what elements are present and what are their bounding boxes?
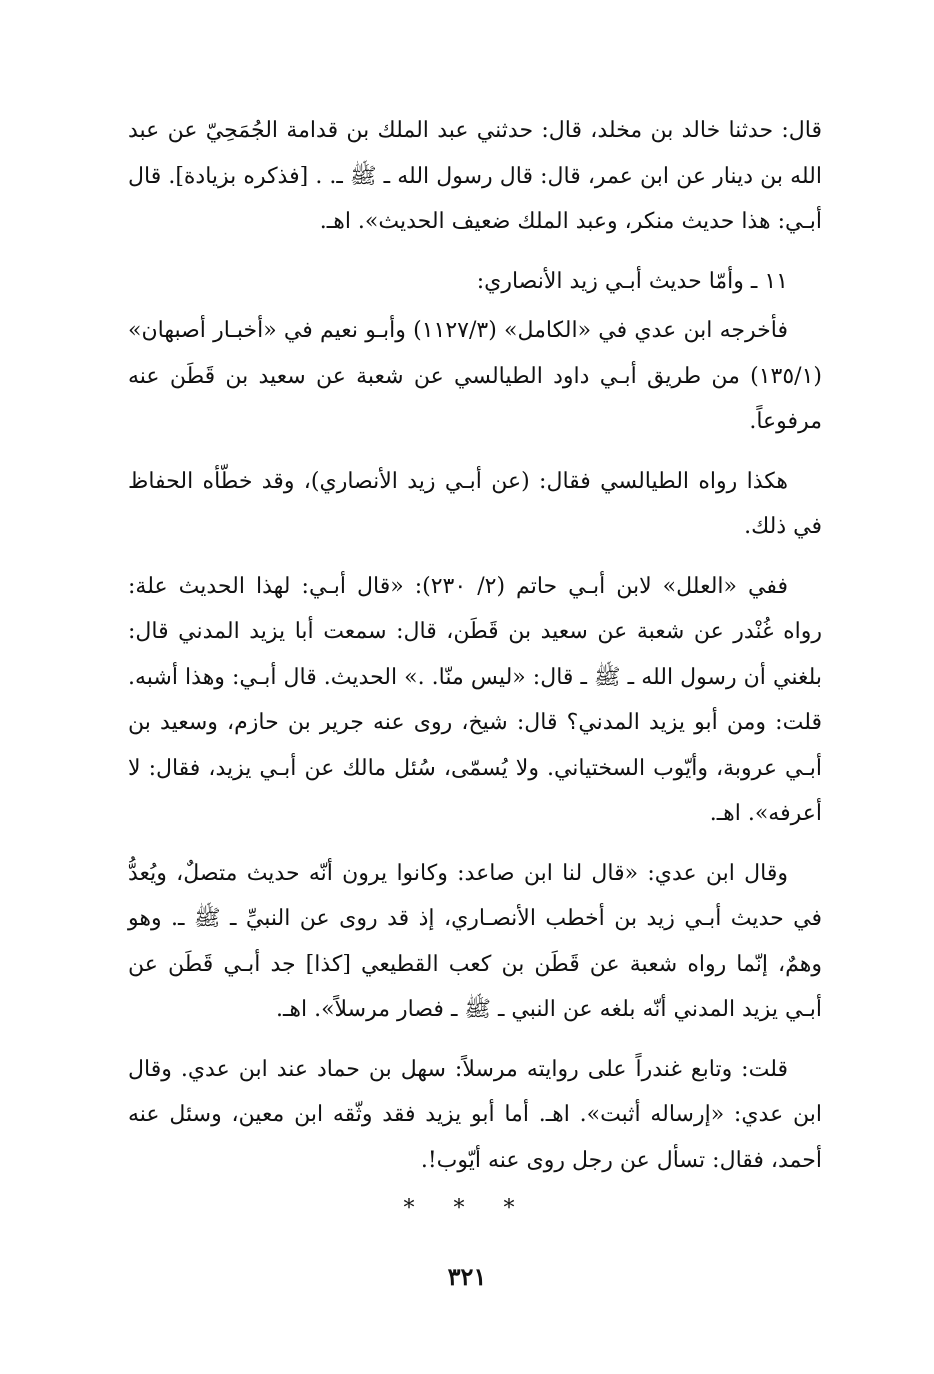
page-number: ٣٢١ xyxy=(447,1262,487,1291)
paragraph-6: وقال ابن عدي: «قال لنا ابن صاعد: وكانوا يرون أنّه حديث متصلٌ، ويُعدُّ في حديث أبـي زيد بن أخطب الأنصـاري، إذ قد روى عن النبيِّ ـ ﷺ ـ. وهو وهمٌ، إنّما رواه شعبة عن قَطَن بن كعب القطيعي [كذا] جد أبـي قَطَن عن أبـي يزيد المدني أنّه بلغه عن النبي ـ ﷺ ـ فصار مرسلاً». اهـ. xyxy=(128,860,822,1022)
section-separator: * * * xyxy=(403,1196,531,1221)
paragraph-7: قلت: وتابع غندراً على روايته مرسلاً: سهل بن حماد عند ابن عدي. وقال ابن عدي: «إرساله أثبت». اهـ. أما أبو يزيد فقد وثّقه ابن معين، وسئل عنه أحمد، فقال: تسأل عن رجل روى عنه أيّوب!. xyxy=(128,1056,822,1173)
paragraph-4: هكذا رواه الطيالسي فقال: (عن أبـي زيد الأنصاري)، وقد خطّأه الحفاظ في ذلك. xyxy=(128,468,822,539)
paragraph-1: قال: حدثنا خالد بن مخلد، قال: حدثني عبد الملك بن قدامة الجُمَحِيّ عن عبد الله بن دينار عن ابن عمر، قال: قال رسول الله ـ ﷺ ـ. . [فذكره بزيادة]. قال أبـي: هذا حديث منكر، وعبد الملك ضعيف الحديث». اهـ. xyxy=(128,118,822,234)
page-body xyxy=(128,108,822,1197)
paragraph-3: فأخرجه ابن عدي في «الكامل» (١١٢٧/٣) وأبـو نعيم في «أخبـار أصبهان» (١٣٥/١) من طريق أبـي داود الطيالسي عن شعبة عن سعيد بن قَطَن عنه مرفوعاً. xyxy=(128,318,822,434)
paragraph-5: ففي «العلل» لابن أبـي حاتم (٢/ ٢٣٠): «قال أبـي: لهذا الحديث علة: رواه غُنْدر عن شعبة عن سعيد بن قَطَن، قال: سمعت أبا يزيد المدني قال: بلغني أن رسول الله ـ ﷺ ـ قال: «ليس منّا. .» الحديث. قال أبـي: وهذا أشبه. قلت: ومن أبو يزيد المدني؟ قال: شيخ، روى عنه جرير بن حازم، وسعيد بن أبـي عروبة، وأيّوب السختياني. ولا يُسمّى، سُئل مالك عن أبـي يزيد، فقال: لا أعرفه». اهـ. xyxy=(128,573,822,826)
section-heading-11: ١١ ـ وأمّا حديث أبـي زيد الأنصاري: xyxy=(476,268,788,294)
